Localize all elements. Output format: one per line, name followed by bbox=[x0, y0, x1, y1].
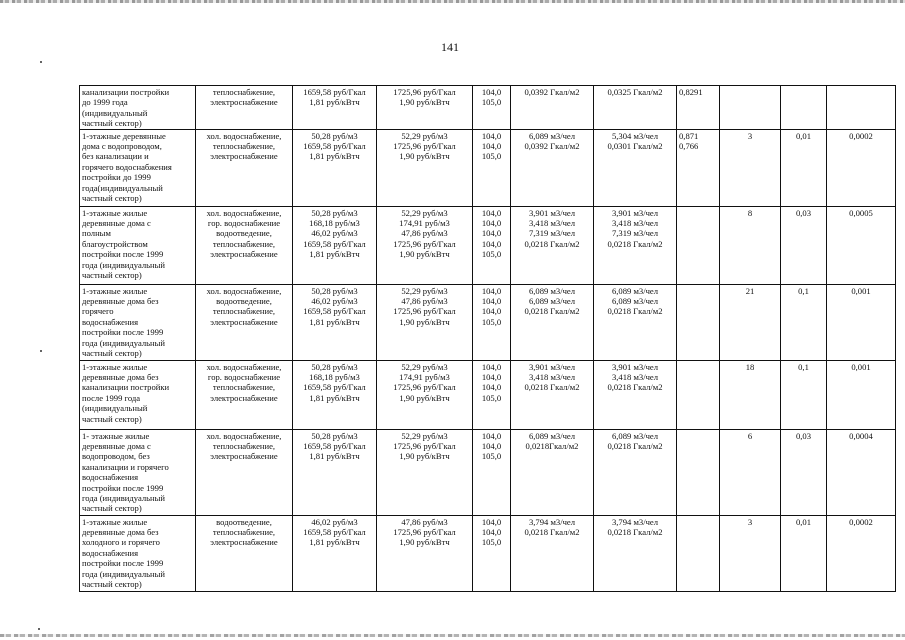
category-cell: 1- этажные жилые деревянные дома с водопроводом, без канализации и горячего водоснабжения постройки после 1999 года (индивидуальный частный сектор) bbox=[80, 429, 196, 515]
category-cell: 1-этажные жилые деревянные дома с полным благоустройством постройки после 1999 года (индивидуальный частный сектор) bbox=[80, 206, 196, 284]
scan-speck bbox=[38, 628, 40, 630]
count-cell: 8 bbox=[720, 206, 781, 284]
page-number: 141 bbox=[441, 40, 459, 54]
tariff-base-cell: 50,28 руб/м3 168,18 руб/м3 46,02 руб/м3 1659,58 руб/Гкал 1,81 руб/кВтч bbox=[293, 206, 377, 284]
tariff-base-cell: 46,02 руб/м3 1659,58 руб/Гкал 1,81 руб/кВтч bbox=[293, 515, 377, 591]
table-row bbox=[80, 206, 896, 284]
coefficient-cell bbox=[677, 284, 720, 360]
norm-new-cell: 6,089 м3/чел 0,0218 Гкал/м2 bbox=[594, 429, 677, 515]
table-row bbox=[80, 284, 896, 360]
share-total-cell: 0,0002 bbox=[827, 129, 896, 206]
norm-current-cell: 3,901 м3/чел 3,418 м3/чел 7,319 м3/чел 0,0218 Гкал/м2 bbox=[511, 206, 594, 284]
norm-new-cell: 3,794 м3/чел 0,0218 Гкал/м2 bbox=[594, 515, 677, 591]
coefficient-cell bbox=[677, 206, 720, 284]
scan-speck bbox=[40, 350, 42, 352]
share-cell bbox=[781, 86, 827, 130]
share-total-cell: 0,0004 bbox=[827, 429, 896, 515]
share-cell: 0,1 bbox=[781, 284, 827, 360]
services-cell: хол. водоснабжение, водоотведение, теплоснабжение, электроснабжение bbox=[196, 284, 293, 360]
tariff-new-cell: 52,29 руб/м3 1725,96 руб/Гкал 1,90 руб/кВтч bbox=[377, 429, 473, 515]
count-cell: 18 bbox=[720, 360, 781, 429]
count-cell: 6 bbox=[720, 429, 781, 515]
tariff-base-cell: 50,28 руб/м3 46,02 руб/м3 1659,58 руб/Гкал 1,81 руб/кВтч bbox=[293, 284, 377, 360]
norm-new-cell: 5,304 м3/чел 0,0301 Гкал/м2 bbox=[594, 129, 677, 206]
tariff-base-cell: 50,28 руб/м3 168,18 руб/м3 1659,58 руб/Гкал 1,81 руб/кВтч bbox=[293, 360, 377, 429]
norm-current-cell: 6,089 м3/чел 0,0392 Гкал/м2 bbox=[511, 129, 594, 206]
share-cell: 0,1 bbox=[781, 360, 827, 429]
tariff-new-cell: 1725,96 руб/Гкал 1,90 руб/кВтч bbox=[377, 86, 473, 130]
services-cell: хол. водоснабжение, теплоснабжение, электроснабжение bbox=[196, 129, 293, 206]
share-cell: 0,03 bbox=[781, 206, 827, 284]
table-row bbox=[80, 86, 896, 130]
norm-current-cell: 3,901 м3/чел 3,418 м3/чел 0,0218 Гкал/м2 bbox=[511, 360, 594, 429]
table-row bbox=[80, 360, 896, 429]
tariff-new-cell: 52,29 руб/м3 47,86 руб/м3 1725,96 руб/Гкал 1,90 руб/кВтч bbox=[377, 284, 473, 360]
share-total-cell bbox=[827, 86, 896, 130]
coefficient-cell bbox=[677, 515, 720, 591]
norm-current-cell: 3,794 м3/чел 0,0218 Гкал/м2 bbox=[511, 515, 594, 591]
norm-new-cell: 0,0325 Гкал/м2 bbox=[594, 86, 677, 130]
share-total-cell: 0,0005 bbox=[827, 206, 896, 284]
category-cell: 1-этажные жилые деревянные дома без канализации постройки после 1999 года (индивидуальный частный сектор) bbox=[80, 360, 196, 429]
scan-bottom-edge bbox=[0, 634, 905, 637]
tariff-new-cell: 52,29 руб/м3 1725,96 руб/Гкал 1,90 руб/кВтч bbox=[377, 129, 473, 206]
table-row bbox=[80, 129, 896, 206]
index-cell: 104,0 104,0 105,0 bbox=[473, 429, 511, 515]
scan-speck bbox=[40, 61, 42, 63]
services-cell: теплоснабжение, электроснабжение bbox=[196, 86, 293, 130]
tariff-new-cell: 52,29 руб/м3 174,91 руб/м3 1725,96 руб/Гкал 1,90 руб/кВтч bbox=[377, 360, 473, 429]
count-cell: 3 bbox=[720, 515, 781, 591]
norm-current-cell: 6,089 м3/чел 0,0218Гкал/м2 bbox=[511, 429, 594, 515]
tariff-new-cell: 52,29 руб/м3 174,91 руб/м3 47,86 руб/м3 1725,96 руб/Гкал 1,90 руб/кВтч bbox=[377, 206, 473, 284]
tariff-new-cell: 47,86 руб/м3 1725,96 руб/Гкал 1,90 руб/кВтч bbox=[377, 515, 473, 591]
norm-new-cell: 6,089 м3/чел 6,089 м3/чел 0,0218 Гкал/м2 bbox=[594, 284, 677, 360]
norm-current-cell: 0,0392 Гкал/м2 bbox=[511, 86, 594, 130]
norm-current-cell: 6,089 м3/чел 6,089 м3/чел 0,0218 Гкал/м2 bbox=[511, 284, 594, 360]
category-cell: 1-этажные деревянные дома с водопроводом, без канализации и горячего водоснабжения постройки до 1999 года(индивидуальный частный сектор) bbox=[80, 129, 196, 206]
norm-new-cell: 3,901 м3/чел 3,418 м3/чел 0,0218 Гкал/м2 bbox=[594, 360, 677, 429]
index-cell: 104,0 104,0 104,0 105,0 bbox=[473, 360, 511, 429]
category-cell: 1-этажные жилые деревянные дома без холодного и горячего водоснабжения постройки после 1999 года (индивидуальный частный сектор) bbox=[80, 515, 196, 591]
share-cell: 0,03 bbox=[781, 429, 827, 515]
count-cell: 21 bbox=[720, 284, 781, 360]
share-cell: 0,01 bbox=[781, 515, 827, 591]
category-cell: 1-этажные жилые деревянные дома без горячего водоснабжения постройки после 1999 года (индивидуальный частный сектор) bbox=[80, 284, 196, 360]
coefficient-cell: 0,871 0,766 bbox=[677, 129, 720, 206]
services-cell: хол. водоснабжение, гор. водоснабжение теплоснабжение, электроснабжение bbox=[196, 360, 293, 429]
index-cell: 104,0 105,0 bbox=[473, 86, 511, 130]
tariff-base-cell: 1659,58 руб/Гкал 1,81 руб/кВтч bbox=[293, 86, 377, 130]
share-total-cell: 0,0002 bbox=[827, 515, 896, 591]
services-cell: хол. водоснабжение, гор. водоснабжение водоотведение, теплоснабжение, электроснабжение bbox=[196, 206, 293, 284]
coefficient-cell: 0,8291 bbox=[677, 86, 720, 130]
index-cell: 104,0 104,0 105,0 bbox=[473, 129, 511, 206]
category-cell: канализации постройки до 1999 года (индивидуальный частный сектор) bbox=[80, 86, 196, 130]
share-total-cell: 0,001 bbox=[827, 360, 896, 429]
services-cell: хол. водоснабжение, теплоснабжение, электроснабжение bbox=[196, 429, 293, 515]
tariff-table bbox=[79, 85, 896, 592]
share-cell: 0,01 bbox=[781, 129, 827, 206]
coefficient-cell bbox=[677, 429, 720, 515]
count-cell bbox=[720, 86, 781, 130]
count-cell: 3 bbox=[720, 129, 781, 206]
index-cell: 104,0 104,0 105,0 bbox=[473, 515, 511, 591]
index-cell: 104,0 104,0 104,0 104,0 105,0 bbox=[473, 206, 511, 284]
share-total-cell: 0,001 bbox=[827, 284, 896, 360]
tariff-base-cell: 50,28 руб/м3 1659,58 руб/Гкал 1,81 руб/кВтч bbox=[293, 129, 377, 206]
table-row bbox=[80, 429, 896, 515]
norm-new-cell: 3,901 м3/чел 3,418 м3/чел 7,319 м3/чел 0,0218 Гкал/м2 bbox=[594, 206, 677, 284]
coefficient-cell bbox=[677, 360, 720, 429]
table-row bbox=[80, 515, 896, 591]
index-cell: 104,0 104,0 104,0 105,0 bbox=[473, 284, 511, 360]
services-cell: водоотведение, теплоснабжение, электроснабжение bbox=[196, 515, 293, 591]
scan-top-edge bbox=[0, 0, 905, 3]
tariff-table-body bbox=[80, 86, 896, 592]
tariff-base-cell: 50,28 руб/м3 1659,58 руб/Гкал 1,81 руб/кВтч bbox=[293, 429, 377, 515]
